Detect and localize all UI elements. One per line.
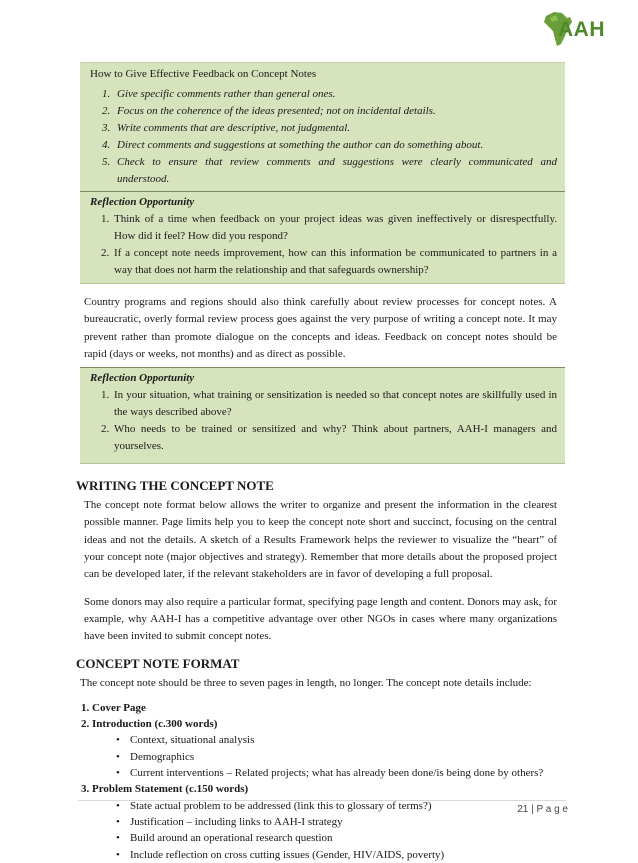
page-content — [76, 62, 565, 863]
section-heading-writing: WRITING THE CONCEPT NOTE — [76, 478, 274, 494]
bullet-item: • Build around an operational research question — [116, 830, 565, 846]
format-list — [76, 700, 565, 863]
reflection-title: Reflection Opportunity — [90, 372, 195, 385]
feedback-box — [80, 62, 565, 191]
footer-rule — [78, 800, 566, 801]
reflection-title: Reflection Opportunity — [90, 196, 195, 208]
format-item-introduction: 2. Introduction (c.300 words) • Context, situational analysis • Demographics • Current interventions – Related projects; what has already been done/is being done by others? — [92, 716, 565, 781]
logo-text: AAH — [558, 18, 605, 41]
format-item-problem-statement: 3. Problem Statement (c.150 words) • State actual problem to be addressed (link this to glossary of terms?) • Justification – including links to AAH-I strategy • Build around an operational research question • Include reflection on cross cutting issues (Gender, HIV/AIDS, poverty) — [92, 781, 565, 862]
page-number: 21 | P a g e — [517, 804, 568, 815]
format-item-cover-page: 1. Cover Page — [92, 700, 565, 716]
reflection-box-1 — [80, 191, 565, 284]
list-item: 1. In your situation, what training or sensitization is needed so that concept notes are skillfully used in the ways described above? — [112, 387, 557, 421]
reflection-list — [90, 211, 557, 279]
bullet-item: • Current interventions – Related projects; what has already been done/is being done by others? — [116, 765, 565, 781]
list-item: 2. Focus on the coherence of the ideas presented; not on incidental details. — [113, 103, 557, 120]
list-item: 1. Think of a time when feedback on your project ideas was given ineffectively or disrespectfully. How did it feel? How did you respond? — [112, 211, 557, 245]
bullet-item: • Demographics — [116, 749, 565, 765]
writing-paragraph-2: Some donors may also require a particular format, specifying page length and content. Donors may ask, for example, why AAH-I has a competitive advantage over other NGOs in cases where many organizations have been invited to submit concept notes. — [84, 595, 557, 643]
review-process-paragraph: Country programs and regions should also think carefully about review processes for concept notes. A bureaucratic, overly formal review process goes against the very purpose of writing a concept note. It may prevent rather than promote dialogue on the concepts and ideas. Feedback on concept notes should be rapid (days or weeks, not months) and as direct as possible. — [84, 296, 557, 360]
list-item: 2. If a concept note needs improvement, how can this information be communicated to partners in a way that does not harm the relationship and that safeguards ownership? — [112, 245, 557, 279]
list-item: 1. Give specific comments rather than general ones. — [113, 86, 557, 103]
section-heading-format: CONCEPT NOTE FORMAT — [76, 655, 240, 671]
bullet-list — [92, 798, 565, 863]
bullet-item: • Context, situational analysis — [116, 732, 565, 748]
list-item: 2. Who needs to be trained or sensitized and why? Think about partners, AAH-I managers and yourselves. — [112, 421, 557, 455]
writing-paragraph-1: The concept note format below allows the writer to organize and present the information in the clearest possible manner. Page limits help you to keep the concept note short and succinct, focusing on the central ideas and not the details. A sketch of a Results Framework helps the reviewer to visualize the “heart” of your concept note (major objectives and strategy). Remember that more details about the proposed project can be developed later, if the relevant stakeholders are in favor of developing a full proposal. — [84, 499, 557, 581]
format-intro: The concept note should be three to seven pages in length, no longer. The concept note details include: — [80, 676, 532, 689]
reflection-box-2 — [80, 367, 565, 464]
bullet-item: • State actual problem to be addressed (link this to glossary of terms?) — [116, 798, 565, 814]
bullet-item: • Include reflection on cross cutting issues (Gender, HIV/AIDS, poverty) — [116, 847, 565, 863]
list-item: 3. Write comments that are descriptive, not judgmental. — [113, 120, 557, 137]
reflection-list — [90, 387, 557, 455]
feedback-list — [90, 86, 557, 188]
list-item: 4. Direct comments and suggestions at something the author can do something about. — [113, 137, 557, 154]
bullet-list — [92, 732, 565, 781]
bullet-item: • Justification – including links to AAH-I strategy — [116, 814, 565, 830]
list-item: 5. Check to ensure that review comments and suggestions were clearly communicated and understood. — [113, 154, 557, 188]
feedback-box-title: How to Give Effective Feedback on Concept Notes — [90, 68, 317, 80]
